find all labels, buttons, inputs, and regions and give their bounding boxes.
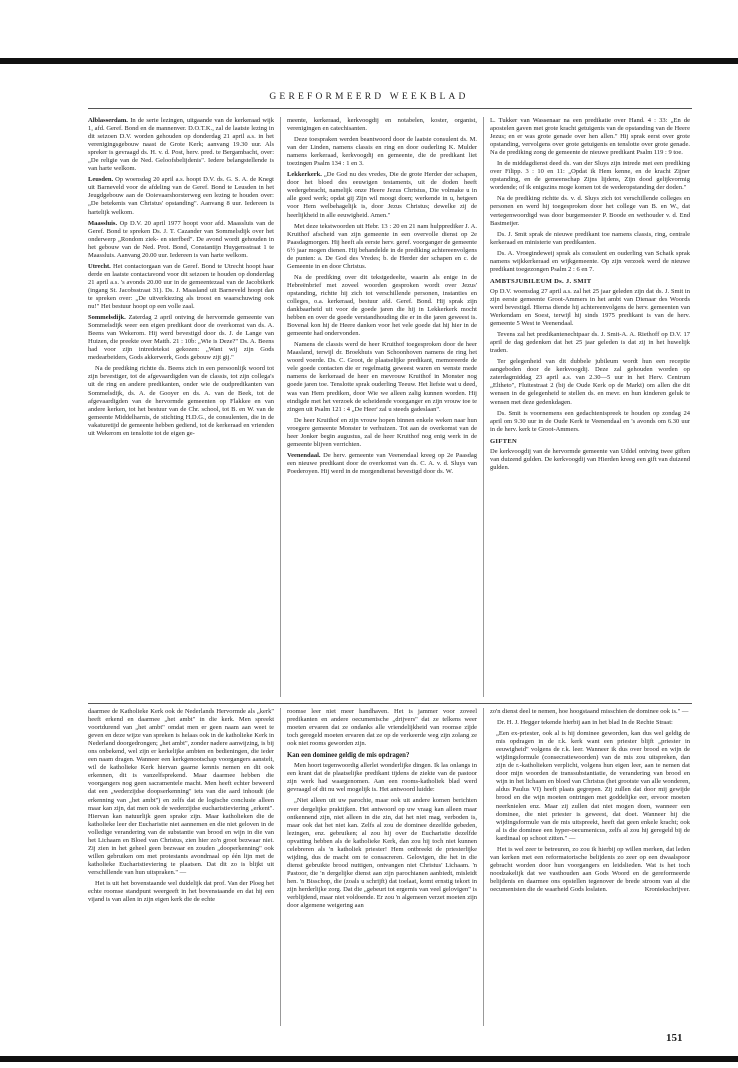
- paragraph-maassluis: [88, 220, 274, 260]
- paragraph: meente, kerkeraad, kerkvoogdij en notabelen, koster, organist, verenigingen en catechisanten.: [287, 117, 477, 133]
- paragraph-lekkerkerk: [287, 171, 477, 219]
- column-divider: [483, 117, 484, 697]
- paragraph: Met deze tekstwoorden uit Hebr. 13 : 20 en 21 nam hulpprediker J. A. Kruithof afscheid van zijn gemeente in een overvolle dienst op 2e Paasdagmorgen. Hij heeft als eerste herv. geref. voorganger de gemeente 6½ jaar mogen dienen. Hij behandelde in de prediking achtereenvolgens de punten: a. De God des Vredes; b. de Herder der schapen en c. de Gemeente in en door Christus.: [287, 222, 477, 270]
- column-divider: [280, 117, 281, 697]
- place-heading: Leusden.: [88, 176, 114, 184]
- section-heading-giften: GIFTEN: [490, 437, 518, 445]
- paragraph-veenendaal: [287, 452, 477, 476]
- place-heading: Utrecht.: [88, 262, 111, 270]
- paragraph-text: Het contactorgaan van de Geref. Bond te Utrecht hoopt haar derde en laatste contactavond voor dit seizoen te houden op donderdag 21 april a.s. 's avonds 20.00 uur in de gemeentezaal van de Jacobikerk (ingang St. Jacobsstraat 31). Ds. J. Maasland uit Barneveld hoopt dan te spreken over: „De uitverkiezing als troost en waarschuwing ook nu!" Het bestuur hoopt op een volle zaal.: [88, 262, 274, 311]
- place-heading: Lekkerkerk.: [287, 171, 322, 179]
- paragraph: In de middagdienst deed ds. van der Sluys zijn intrede met een prediking over Filipp. 3 : 10 en 11: „Opdat ik Hem kenne, en de kracht Zijner opstanding, en de gemeenschap Zijns lijdens, Zijn dood gelijkvormig wordende; of ik enigszins moge komen tot de wederopstanding der doden.": [490, 160, 690, 192]
- section-heading-dominee: Kan een dominee geldig de mis opdragen?: [287, 752, 410, 760]
- paragraph: Ter gelegenheid van dit dubbele jubileum wordt hun een receptie aangeboden door de kerkvoogdij. Deze zal gehouden worden op zaterdagmiddag 23 april a.s. van 2.30—5 uur in het Herv. Centrum „Eltheto", Fluitestraat 2 (bij de Oude Kerk op de Markt) om allen die dit wensen in de gelegenheid te stellen ds. en mevr. en hun kinderen geluk te wensen met deze gedenkdagen.: [490, 358, 690, 406]
- paragraph: Men hoort tegenwoordig allerlei wonderlijke dingen. Ik las onlangs in een krant dat de plaatselijke predikant tijdens de ziekte van de pastoor zijn werk had waargenomen. Aan een rooms-katholiek blad werd gevraagd of dit nu wel mogelijk is. Het antwoord luidde:: [287, 762, 477, 794]
- paragraph: De kerkvoogdij van de hervormde gemeente van Uddel ontving twee giften van duizend gulden. De kerkvoogdij van Hierden kreeg een gift van duizend gulden.: [490, 447, 690, 471]
- paragraph: Op D.V. woensdag 27 april a.s. zal het 25 jaar geleden zijn dat ds. J. Smit in zijn eerste gemeente Groot-Ammers in het ambt van Dienaar des Woords werd bevestigd. Hierna diende hij achtereenvolgens de herv. gemeenten van Werkendam en Soest, terwijl hij sinds 1975 predikant is van de herv. gemeente 5 West te Veenendaal.: [490, 287, 690, 328]
- column-4: [88, 708, 274, 1028]
- paragraph: Na de prediking richtte ds. Beens zich in een persoonlijk woord tot zijn bevestiger, tot de afgevaardigden van de classis, tot zijn collega's uit de ring en andere predikanten, onder wie de oudpredikanten van Sommelsdijk, ds. A. de Gooyer en ds. A. van de Beek, tot de afgevaardigden van de hervormde gemeenten op Flakkee en van andere kerken, tot het bestuur van de Chr. school, tot B. en W. van de gemeente Middelharnis, de stichting H.D.G., de consulenten, die in de vakaturetijd de gemeente hebben gediend, tot de kerkeraad en vrienden uit Wekerom en tenslotte tot de eigen ge-: [88, 365, 274, 437]
- section-heading-jubileum: AMBTSJUBILEUM Ds. J. SMIT: [490, 277, 592, 285]
- place-heading: Sommelsdijk.: [88, 314, 126, 322]
- paragraph-alblasserdam: [88, 117, 274, 173]
- paragraph: Ds. A. Vroegindeweij sprak als consulent en ouderling van Schaik sprak namens wijkkerkeraad en wijkgemeente. Op zijn verzoek werd de nieuwe predikant toegezongen Psalm 2 : 6 en 7.: [490, 249, 690, 273]
- column-3: [490, 117, 690, 699]
- paragraph: zo'n dienst deel te nemen, hoe hoogstaand misschien de dominee ook is." —: [490, 708, 689, 715]
- signature: Kroniekschrijver.: [644, 885, 690, 893]
- paragraph: „Niet alleen uit uw parochie, maar ook uit andere komen berichten over dergelijke praktijken. Het antwoord op uw vraag kan alleen maar ontkennend zijn, niet alleen in die zin, dat het niet mag, verboden is, maar ook dat het niet kan. Zelfs al zou de dominee dezelfde gebeden, lezingen, enz. gebruiken; al zou hij over de Eucharistie dezelfde opvatting hebben als de katholieke Kerk, dan zou hij toch niet kunnen celebreren als 'n katholiek priester! Hem ontbreekt de priesterlijke wijding, dus de macht om te consacreren. Gelovigen, die het in die dienst gebruikte brood nuttigen, ontvangen niet Christus' Lichaam. 'n Pastoor, die 'n dergelijke dienst aan zijn parochianen aanbiedt, misleidt hen. 'n Bisschop, die (zoals u schrijft) dat toelaat, komt ernstig tekort in zijn herderlijke zorg. Dat die „gebeurt tot ergernis van veel gelovigen" is verblijdend, maar niet voldoende. Er zou 'n algemeen verzet moeten zijn door algemene weigering aan: [287, 797, 477, 910]
- paragraph: De heer Kruithof en zijn vrouw hopen binnen enkele weken naar hun vroegere gemeente Monster te verhuizen. Tot aan de overkomst van de heer Jonker begin augustus, zal de heer Kruithof nog enig werk in de gemeente blijven verrichten.: [287, 416, 477, 448]
- column-2: [287, 117, 477, 699]
- paragraph: L. Tukker van Wassenaar na een predikatie over Hand. 4 : 33: „En de apostelen gaven met grote kracht getuigenis van de opstanding van de Heere Jezus; en er was grote genade over hen allen." Hij sprak eerst over grote opstanding, vervolgens over grote getuigenis en tenslotte over grote genade. Na de prediking zong de gemeente de nieuwe predikant Psalm 119 : 9 toe.: [490, 117, 690, 157]
- column-divider: [483, 708, 484, 1026]
- paragraph-utrecht: [88, 263, 274, 311]
- paragraph-text: Het is wel zeer te betreuren, zo zou ik hierbij op willen merken, dat leden van kerken met een reformatorische belijdenis zo zeer op een dwaalspoor gebracht worden door hun voorgangers en leidslieden. Wat is het toch noodzakelijk dat we vasthouden aan Gods Woord en de gereformeerde belijdenis en daarmee ons opstellen tegenover de brede stroom van al die oecumenisten die de waarheid Gods loslaten.: [490, 845, 690, 893]
- page-number: 151: [666, 1032, 683, 1044]
- paragraph: Na de prediking over dit tekstgedeelte, waarin als enige in de Hebreënbrief met zoveel woorden gesproken wordt over Jezus' opstanding, richtte hij zich tot verschillende personen, instanties en colleges, o.a. kerkeraad, bestuur afd. Geref. Bond. Hij sprak zijn dankbaarheid uit voor de goede jaren die hij in Lekkerkerk mocht hebben en over de goede verstandhouding die er in die jaren geweest is. Bovenal kon hij de Heere danken voor het vele goede dat hij hier in de gemeente had ondervonden.: [287, 273, 477, 338]
- paragraph: Ds. Smit is voornemens een gedachtenispreek te houden op zondag 24 april om 9.30 uur in de Oude Kerk te Veenendaal en 's avonds om 6.30 uur in de herv. kerk te Groot-Ammers.: [490, 409, 690, 433]
- paragraph: Namens de classis werd de heer Kruithof toegesproken door de heer Maasland, terwijl dr. Broekhuis van Schoonhoven namens de ring het woord voerde. Ds. C. Groot, de plaatselijke predikant, memoreerde de vele goede contacten die er regelmatig geweest waren en wenste mede namens de kerkeraad de heer en mevrouw Kruithof in Monster nog goede jaren toe. Tenslotte sprak ouderling Teeuw. Het liefste wat u deed, was van Hem prediken, door Wie we alleen zalig kunnen worden. Hij eindigde met het verzoek de scheidende voorganger en zijn vrouw toe te zingen uit Psalm 121 : 4 „De Heer' zal u steeds gadeslaan".: [287, 341, 477, 413]
- paragraph-text: Zaterdag 2 april ontving de hervormde gemeente van Sommelsdijk weer een eigen predikant door de overkomst van ds. A. Beens van Wekerom. Hij werd bevestigd door ds. J. de Lange van Huizen, die preekte over Matth. 21 : 10b: „Wie is Deze?" Ds. A. Beens had voor zijn intredetekst gekozen: „Want wij zijn Gods medearbeiders, Gods akkerwerk, Gods gebouw zijt gij.": [88, 314, 274, 362]
- paragraph-text: „De God nu des vredes, Die de grote Herder der schapen, door het bloed des eeuwigen testaments, uit de doden heeft wedergebracht, namelijk onze Heere Jezus Christus, Die volmake u in alle goed werk; opdat gij Zijn wil moogt doen; werkende in u, hetgeen voor Hem welbehagelijk is, door Jezus Christus; dewelke zij de heerlijkheid in alle eeuwigheid. Amen.": [287, 171, 477, 219]
- paragraph: Na de prediking richtte ds. v. d. Sluys zich tot verschillende colleges en personen en werd hij toegesproken door het college van B. en W., dat vertegenwoordigd was door burgemeester P. Boode en wethouder v. d. End Bastmeijer.: [490, 195, 690, 227]
- paragraph-text: Op woensdag 20 april a.s. hoopt D.V. ds. G. S. A. de Knegt uit Barneveld voor de afdeling van de Geref. Bond te Leusden in het Jeugdgebouw aan de Ooievaarshorsterweg een lezing te houden over: „De betekenis van Christus' opstanding". Aanvang 8 uur. Iedereen is hartelijk welkom.: [88, 176, 274, 216]
- column-6: [490, 708, 690, 1018]
- quote-paragraph: „Een ex-priester, ook al is hij dominee geworden, kan dus wel geldig de mis opdragen in de r.k. kerk want een priester blijft „priester in eeuwigheid" volgens de r.k. leer. Wanneer ik dus over brood en wijn de wijdingsformule (consecratiewoorden) van de mis zou uitspreken, dan zijn de r.-katholieken verplicht, volgens hun eigen leer, aan te nemen dat door mijn woorden de transsubstantiatie, de verandering van brood en wijn in het lichaam en bloed van Christus (het grootste van alle wonderen, aldus Paulus VI) heeft plaats gegrepen. Zij zullen dat door mij gewijde brood en die wijn moeten ontringen met goddelijke eer, ervoor moeten neerknielen enz. Maar zij zullen dat niet mogen doen, wanneer een dominee, die niet priester is geweest, dat doet. Wanneer hij die wijdingsformule van de mis uitspreekt, heeft dat geen enkele kracht; ook al is die dominee een hyper-oecumenicus, zelfs al zou hij geregeld bij de kardinaal op schoot zitten." —: [496, 730, 690, 842]
- column-1: [88, 117, 274, 699]
- paragraph-leusden: [88, 176, 274, 216]
- place-heading: Maassluis.: [88, 219, 118, 227]
- paragraph-sommelsdijk: [88, 314, 274, 362]
- paragraph: Ds. J. Smit sprak de nieuwe predikant toe namens classis, ring, centrale kerkeraad en ministerie van predikanten.: [490, 230, 690, 246]
- paragraph: Het is uit het bovenstaande wel duidelijk dat prof. Van der Ploeg het echte roomse standpunt weergeeft in het bovenstaande en dat hij een vijand is van allen in zijn eigen kerk die de echte: [88, 879, 274, 904]
- paragraph-text: In de serie lezingen, uitgaande van de kerkeraad wijk 1, afd. Geref. Bond en de mannenver. D.O.T.K., zal de laatste lezing in dit seizoen D.V. worden gehouden op donderdag 21 april a.s. in het verenigingsgebouw naast de Grote Kerk; aanvang 19.30 uur. Als spreker is gevraagd ds. H. v. d. Post, herv. pred. te Bergambacht, over: „De religie van de Ned. Geloofsbelijdenis". Iedere belangstellende is van harte welkom.: [88, 117, 274, 173]
- place-heading: Alblasserdam.: [88, 117, 128, 124]
- paragraph-text: De herv. gemeente van Veenendaal kreeg op 2e Paasdag een nieuwe predikant door de overkomst van ds. C. A. v. d. Sluys van Poederoyen. Hij werd in de morgendienst bevestigd door ds. W.: [287, 451, 477, 475]
- paragraph: [490, 846, 690, 894]
- paragraph: roomse leer niet meer handhaven. Het is jammer voor zoveel predikanten en andere oecumenische „drijvers" dat ze telkens weer moeten ervaren dat ze ondanks alle vriendelijkheid van roomse zijde toch geregeld moeten ervaren dat ze op de verkeerde weg zijn zolang ze ook niet rooms geworden zijn.: [287, 708, 477, 748]
- place-heading: Veenendaal.: [287, 451, 321, 459]
- paragraph-text: Op D.V. 20 april 1977 hoopt voor afd. Maassluis van de Geref. Bond te spreken Ds. J. T. Cazander van Sommelsdijk over het onderwerp „Rondom ziek- en sterfbed". De avond wordt gehouden in het gebouw van de Ned. Prot. Bond, Constantijn Huygensstraat 1 te Maassluis. Aanvang 20.00 uur. Iedereen is van harte welkom.: [88, 219, 274, 259]
- section-rule: [88, 703, 692, 704]
- header-rule: [88, 108, 692, 109]
- scan-edge-bottom: [0, 1056, 738, 1062]
- scan-edge-top: [0, 58, 738, 64]
- paragraph: daarmee de Katholieke Kerk ook de Nederlands Hervormde als „kerk" heeft erkend en daarmee „het ambt" in die kerk. Men spreekt voortdurend van „het ambt" omdat men er geen naam aan weet te geven en deze wijze van spreken is helaas ook in de katholieke Kerk in Nederland doorgedrongen; „het ambt", zonder nadere aanwijzing, is bij ons onbekend, wel zijn er kerkelijke ambten en bedieningen, die ieder een naam dragen. Wanneer een kerkgenootschap voorgangers aanstelt, wil de katholieke Kerk hiervan gaarne kennis nemen en dit ook erkennen, dit is vanzelfsprekend. Maar daarmee hebben die voorgangers nog geen sacramentele macht. Men heeft echter beweerd dat een „wederzijdse doopserkenning" iets van die aard inhoudt (de erkenning van „het ambt") en zelfs dat de logische conclusie alleen maar kan zijn, dat men ook de wederzijdse eucharistieviering „erkent". Hiervan kan natuurlijk geen sprake zijn. Maar katholieken die de katholieke leer der Eucharistie niet aannemen en die niet geloven in de volledige verandering van de substantie van brood en wijn in die van het Lichaam en Bloed van Christus, zien hier zo'n groot bezwaar niet. Zij zien in het geheel geen bezwaar en zouden „dooperkenning" ook willen gebruiken om met protestants avondmaal op één lijn met de katholieke Eucharistieviering te plaatsen. Dat dit zo is blijkt uit verschillende van hun uitspraken." —: [88, 708, 274, 876]
- paragraph: Deze toespraken werden beantwoord door de laatste consulent ds. M. van der Linden, namens classis en ring en door ouderling K. Mulder namens kerkeraad, kerkvoogdij en gemeente, die de predikant liet toezingen Psalm 134 : 1 en 3.: [287, 136, 477, 168]
- paragraph: Dr. H. J. Hegger tekende hierbij aan in het blad In de Rechte Straat:: [497, 719, 673, 727]
- paragraph: Tevens zal het predikantenechtpaar ds. J. Smit-A. A. Riethoff op D.V. 17 april de dag gedenken dat het 25 jaar geleden is dat zij in het huwelijk traden.: [490, 331, 690, 355]
- column-5: [287, 708, 477, 1028]
- running-header: GEREFORMEERD WEEKBLAD: [269, 92, 469, 102]
- column-divider: [280, 708, 281, 1026]
